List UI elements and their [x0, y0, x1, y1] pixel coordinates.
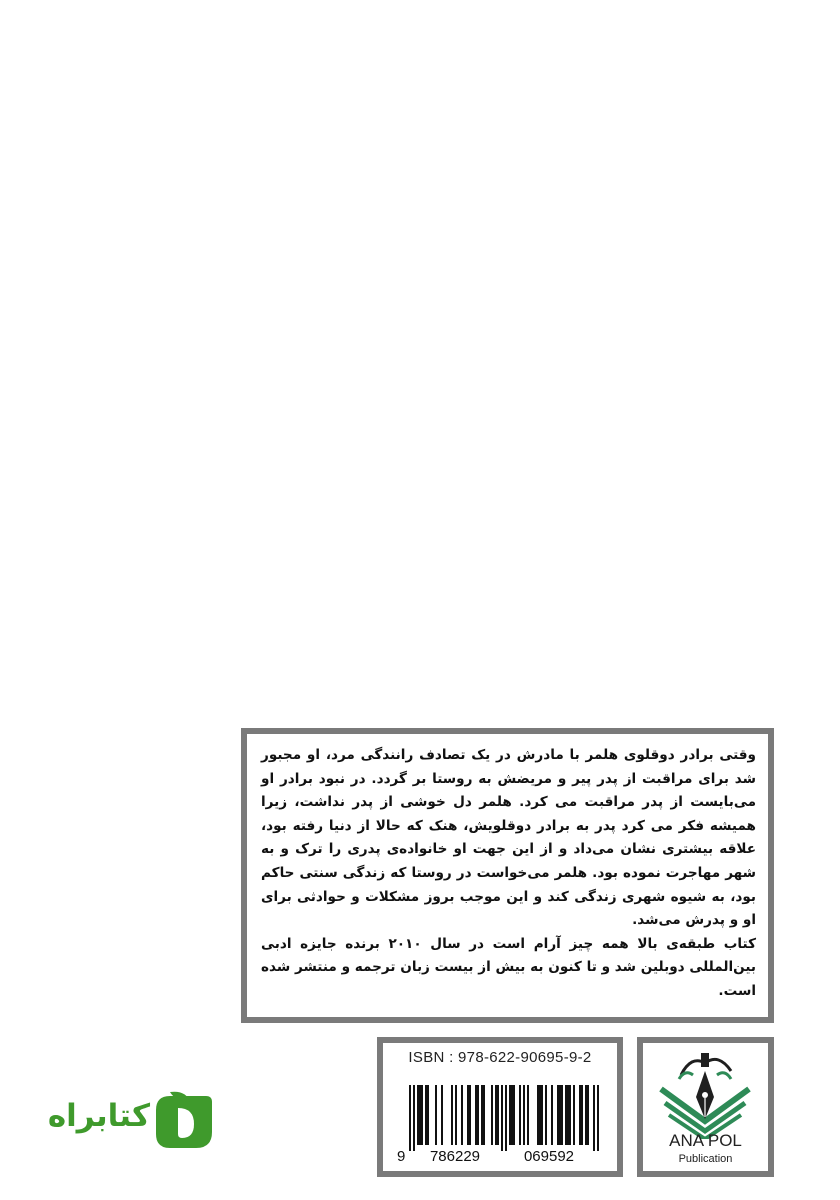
barcode-bars [409, 1085, 599, 1151]
barcode-bar [441, 1085, 443, 1145]
barcode-bar [497, 1085, 499, 1145]
barcode-bar [561, 1085, 563, 1145]
barcode-bar [523, 1085, 525, 1145]
barcode-right-digits: 069592 [523, 1148, 575, 1165]
barcode-bar [579, 1085, 581, 1145]
barcode-bar [467, 1085, 469, 1145]
barcode-graphic [393, 1085, 607, 1165]
barcode-bar [539, 1085, 541, 1145]
barcode-bar [551, 1085, 553, 1145]
publisher-logo-icon [651, 1049, 760, 1139]
store-name: کتابراه [47, 1098, 150, 1134]
barcode-bar [477, 1085, 479, 1145]
barcode-bar [427, 1085, 429, 1145]
barcode-bar [585, 1085, 587, 1145]
barcode-bar [581, 1085, 583, 1145]
barcode-bar [513, 1085, 515, 1145]
barcode-bar [557, 1085, 559, 1145]
barcode-bar [527, 1085, 529, 1145]
barcode-bar [567, 1085, 569, 1145]
barcode-bar [461, 1085, 463, 1145]
barcode-bar [509, 1085, 511, 1145]
barcode-bar [425, 1085, 427, 1145]
barcode-bar [587, 1085, 589, 1145]
barcode-bar [505, 1085, 507, 1151]
synopsis-text [261, 744, 756, 1004]
barcode-bar [451, 1085, 453, 1145]
barcode-left-digits: 786229 [429, 1148, 481, 1165]
barcode-bar [597, 1085, 599, 1151]
store-logo [40, 1088, 215, 1154]
barcode-bar [435, 1085, 437, 1145]
barcode-bar [495, 1085, 497, 1145]
publisher-subtitle: Publication [678, 1153, 733, 1165]
barcode-bar [519, 1085, 521, 1145]
barcode-bar [511, 1085, 513, 1145]
barcode-bar [491, 1085, 493, 1145]
barcode-bar [409, 1085, 411, 1151]
barcode-bar [475, 1085, 477, 1145]
isbn-label: ISBN : 978-622-90695-9-2 [408, 1049, 592, 1066]
barcode-bar [469, 1085, 471, 1145]
barcode-bar [455, 1085, 457, 1145]
publisher-name: ANA POL [669, 1131, 742, 1150]
barcode-bar [481, 1085, 483, 1145]
barcode-bar [559, 1085, 561, 1145]
barcode-bar [569, 1085, 571, 1145]
barcode-bar [421, 1085, 423, 1145]
synopsis-paragraph-2: کتاب طبقه‌ی بالا همه چیز آرام است در سال ۲۰۱۰ برنده جایزه ادبی بین‌المللی دوبلین شد و تا کنون به بیش از بیست زبان ترجمه و منتشر شده است. [261, 935, 756, 999]
barcode-bar [541, 1085, 543, 1145]
barcode-bar [417, 1085, 419, 1145]
barcode [393, 1085, 607, 1165]
barcode-bar [419, 1085, 421, 1145]
barcode-bar [565, 1085, 567, 1145]
barcode-bar [593, 1085, 595, 1151]
barcode-bar [545, 1085, 547, 1145]
synopsis-paragraph-1: وقتی برادر دوقلوی هلمر با مادرش در یک تصادف رانندگی مرد، او مجبور شد برای مراقبت از پدر پیر و مریضش به روستا بر گردد. در نبود برادر او می‌بایست از پدر مراقبت می کرد. هلمر دل خوشی از پدر نداشت، زیرا همیشه فکر می کرد پدر به برادر دوقلویش، هنک که حالا از دنیا رفته بود، علاقه بیشتری نشان می‌داد و از این جهت او خانواده‌ی پدری را ترک و به شهر مهاجرت نموده بود. هلمر می‌خواست در روستا که زندگی سنتی حاکم بود، به شیوه شهری زندگی کند و این موجب بروز مشکلات و حوادثی برای او و پدرش می‌شد. [261, 747, 756, 929]
publisher-box [637, 1037, 774, 1177]
barcode-bar [413, 1085, 415, 1151]
barcode-bar [537, 1085, 539, 1145]
barcode-lead-digit: 9 [397, 1148, 406, 1165]
isbn-barcode-box [377, 1037, 623, 1177]
barcode-bar [483, 1085, 485, 1145]
book-leaf-icon [148, 1088, 215, 1154]
barcode-bar [573, 1085, 575, 1145]
barcode-bar [501, 1085, 503, 1151]
synopsis-box [241, 728, 774, 1023]
